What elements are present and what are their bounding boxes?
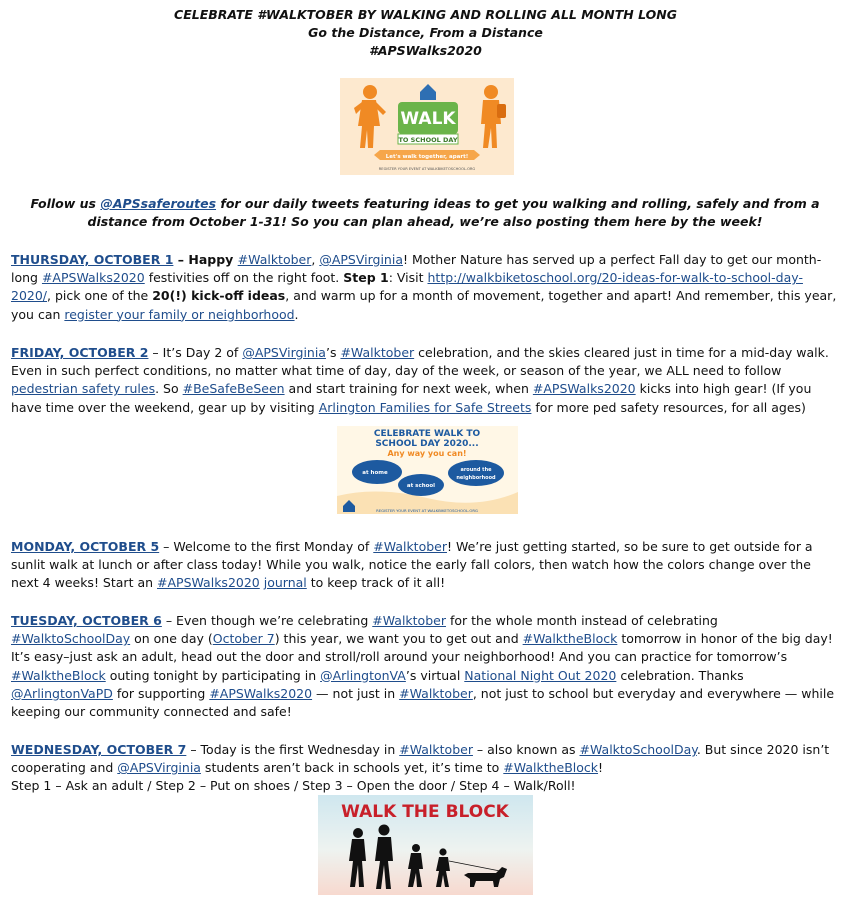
graphic-title-line1: CELEBRATE WALK TO [373, 429, 481, 439]
entry-date[interactable]: TUESDAY, OCTOBER 6 [11, 613, 162, 628]
october-7-link[interactable]: October 7 [212, 631, 275, 647]
walk-the-block-title: WALK THE BLOCK [341, 802, 509, 822]
image1-footer-text: REGISTER YOUR EVENT AT WALKBIKETOSCHOOL.ORG [378, 167, 476, 171]
national-night-out-link[interactable]: National Night Out 2020 [464, 667, 617, 683]
entry-tuesday: TUESDAY, OCTOBER 6 – Even though we’re celebrating #Walktober for the whole month instead of celebrating #WalktoSchoolDay on one day (October 7) this year, we want you to get out and #WalktheBlock tomorrow in honor of the big day! It’s easy–just ask an adult, head out the door and stroll/roll around your neighborhood! And you can practice for tomorrow’s #WalktheBlock outing tonight by participating in @ArlingtonVA’s virtual National Night Out 2020 celebration. Thanks @ArlingtonVaPD for supporting #APSWalks2020 — not just in #Walktober, not just to school but everyday and everywhere — while keeping our community connected and safe! [11, 613, 835, 720]
hashtag-link[interactable]: #Walktober [399, 742, 473, 757]
header-subtitle: Go the Distance, From a Distance [308, 25, 543, 40]
house-logo-icon [420, 84, 436, 100]
tagline-text: Let's walk together, apart! [385, 154, 469, 160]
journal-link[interactable]: journal [263, 575, 307, 591]
safe-streets-link[interactable]: Arlington Families for Safe Streets [318, 399, 532, 415]
walk-to-school-day-banner [340, 78, 514, 175]
page-header [0, 0, 851, 60]
dog-leash [449, 861, 500, 871]
badge-walk-text: WALK [400, 109, 456, 129]
walking-girl-figure [354, 85, 386, 148]
handle-link[interactable]: @ArlingtonVaPD [11, 685, 113, 701]
bubble-around-line1: around the [460, 467, 492, 473]
hashtag-link[interactable]: #Walktober [399, 685, 473, 701]
entry-monday: MONDAY, OCTOBER 5 – Welcome to the first Monday of #Walktober! We’re just getting started, so be sure to get outside for a sunlit walk at lunch or after class today! While you walk, notice the early fall colors, then watch how the colors change over the next 4 weeks! Start an #APSWalks2020 journal to keep track of it all! [11, 539, 813, 591]
hashtag-link[interactable]: #WalktheBlock [11, 667, 106, 683]
entry-friday: FRIDAY, OCTOBER 2 – It’s Day 2 of @APSVirginia’s #Walktober celebration, and the skies cleared just in time for a mid-day walk. Even in such perfect conditions, no matter what time of day, day of the week, or season of the year, we ALL need to follow pedestrian safety rules. So #BeSafeBeSeen and start training for next week, when #APSWalks2020 kicks into high gear! (If you have time over the weekend, gear up by visiting Arlington Families for Safe Streets for more ped safety resources, for all ages) [11, 345, 829, 415]
pedestrian-safety-link[interactable]: pedestrian safety rules [11, 381, 156, 397]
hashtag-link[interactable]: #APSWalks2020 [532, 381, 636, 397]
handle-link[interactable]: @ArlingtonVA [320, 667, 406, 683]
hashtag-link[interactable]: #APSWalks2020 [41, 270, 145, 286]
steps-line: Step 1 – Ask an adult / Step 2 – Put on shoes / Step 3 – Open the door / Step 4 – Walk/Roll! [11, 778, 576, 794]
entry-date[interactable]: WEDNESDAY, OCTOBER 7 [11, 742, 187, 757]
hashtag-link[interactable]: #WalktheBlock [522, 631, 618, 647]
handle-link[interactable]: @APSVirginia [319, 252, 403, 267]
graphic-subtitle: Any way you can! [387, 449, 467, 458]
handle-link[interactable]: @APSVirginia [117, 760, 201, 776]
graphic-footer: REGISTER YOUR EVENT AT WALKBIKETOSCHOOL.ORG [376, 508, 478, 513]
bubble-around-line2: neighborhood [456, 475, 496, 481]
hashtag-link[interactable]: #Walktober [237, 252, 312, 267]
bubble-at-school: at school [406, 483, 436, 489]
header-hashtag: #APSWalks2020 [369, 43, 482, 58]
hashtag-link[interactable]: #WalktoSchoolDay [11, 631, 131, 647]
handle-link[interactable]: @APSVirginia [242, 345, 326, 360]
apssaferoutes-link[interactable]: @APSsaferoutes [100, 196, 217, 211]
entry-thursday: THURSDAY, OCTOBER 1 – Happy #Walktober, @APSVirginia! Mother Nature has served up a perfect Fall day to get our month-long #APSWalks2020 festivities off on the right foot. Step 1: Visit http://walkbiketoschool.org/20-ideas-for-walk-to-school-day-2020/, pick one of the 20(!) kick-off ideas, and warm up for a month of movement, together and apart! And remember, this year, you can register your family or neighborhood. [11, 252, 837, 322]
walking-boy-figure [481, 85, 506, 148]
family-walking-silhouettes [349, 825, 507, 890]
hashtag-link[interactable]: #Walktober [372, 613, 446, 628]
celebrate-wtsd-2020-graphic [337, 426, 518, 514]
hashtag-link[interactable]: #Walktober [340, 345, 415, 360]
entry-date[interactable]: FRIDAY, OCTOBER 2 [11, 345, 149, 360]
header-title: CELEBRATE #WALKTOBER BY WALKING AND ROLLING ALL MONTH LONG [174, 7, 677, 22]
hashtag-link[interactable]: #BeSafeBeSeen [182, 381, 285, 397]
hashtag-link[interactable]: #APSWalks2020 [209, 685, 313, 701]
hashtag-link[interactable]: #WalktoSchoolDay [579, 742, 697, 757]
hashtag-link[interactable]: #WalktheBlock [503, 760, 599, 776]
graphic-title-line2: SCHOOL DAY 2020... [375, 439, 479, 449]
entry-date[interactable]: THURSDAY, OCTOBER 1 [11, 252, 174, 267]
walk-the-block-image [318, 795, 533, 895]
ideas-url-link[interactable]: http://walkbiketoschool.org/20-ideas-for-walk-to-school-day-2020/ [11, 270, 803, 304]
badge-subtitle-text: TO SCHOOL DAY [398, 136, 458, 144]
entry-wednesday: WEDNESDAY, OCTOBER 7 – Today is the first Wednesday in #Walktober – also known as #WalktoSchoolDay. But since 2020 isn’t cooperating and @APSVirginia students aren’t back in schools yet, it’s time to #WalktheBlock! Step 1 – Ask an adult / Step 2 – Put on shoes / Step 3 – Open the door / Step 4 – Walk/Roll! [11, 742, 830, 794]
entry-date[interactable]: MONDAY, OCTOBER 5 [11, 539, 160, 554]
register-link[interactable]: register your family or neighborhood [64, 306, 295, 322]
hashtag-link[interactable]: #APSWalks2020 [157, 575, 260, 591]
hashtag-link[interactable]: #Walktober [373, 539, 447, 554]
bubble-at-home: at home [362, 470, 388, 476]
follow-us-paragraph: Follow us @APSsaferoutes for our daily tweets featuring ideas to get you walking and rolling, safely and from a distance from October 1-31! So you can plan ahead, we’re also posting them here by the week! [30, 196, 820, 229]
